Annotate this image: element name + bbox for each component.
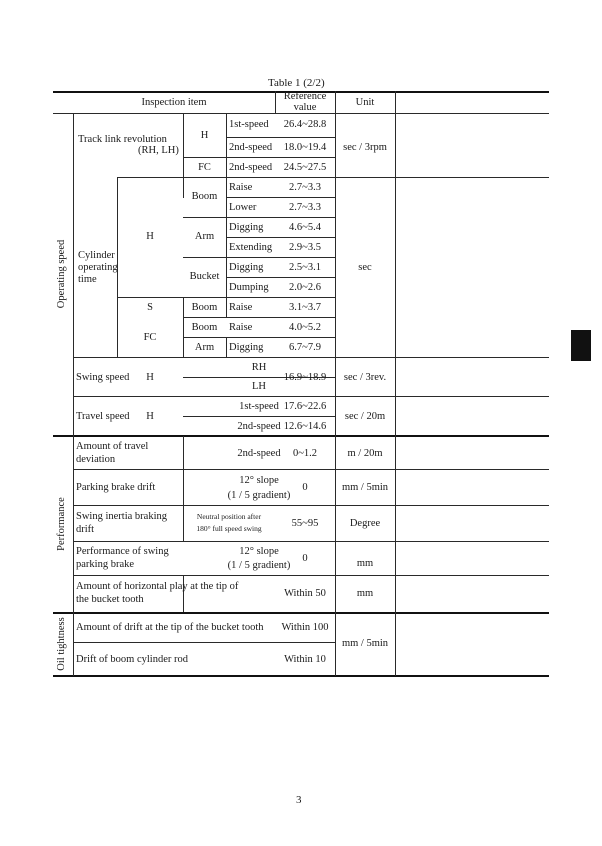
deviation-unit: m / 20m (347, 448, 383, 459)
travel-unit: sec / 20m (344, 411, 386, 422)
cyl-value: 4.0~5.2 (289, 322, 321, 333)
category-oil-tightness: Oil tightness (56, 617, 67, 671)
page-number: 3 (296, 794, 302, 806)
page-tab-marker (571, 330, 591, 361)
category-performance: Performance (56, 497, 67, 551)
swing-lh: LH (252, 381, 266, 392)
track-2nd-fc: 2nd-speed (229, 162, 273, 173)
deviation-value: 0~1.2 (292, 448, 318, 459)
header-reference-line2: value (293, 102, 317, 113)
inertia-cond-1: Neutral position after (196, 512, 262, 521)
cyl-value: 2.7~3.3 (289, 182, 321, 193)
inertia-unit: Degree (349, 518, 381, 529)
op-digging-fc: Digging (229, 342, 264, 353)
inertia-label-1: Swing inertia braking (76, 511, 167, 522)
cyl-value: 2.7~3.3 (289, 202, 321, 213)
inertia-value: 55~95 (291, 518, 319, 529)
header-inspection-item: Inspection item (141, 97, 207, 108)
cylinder-label-2: operating (78, 262, 118, 273)
inertia-cond-2: 180° full speed swing (196, 524, 262, 533)
swing-h: H (146, 372, 154, 383)
cylinder-bucket: Bucket (189, 271, 220, 282)
track-unit: sec / 3rpm (343, 142, 387, 153)
op-extending: Extending (229, 242, 273, 253)
cylinder-boom: Boom (191, 191, 218, 202)
travel-1st: 1st-speed (239, 401, 279, 412)
deviation-label-2: deviation (76, 454, 116, 465)
deviation-cond: 2nd-speed (237, 448, 281, 459)
header-unit: Unit (355, 97, 375, 108)
parking-value: 0 (302, 482, 308, 493)
travel-value-2: 12.6~14.6 (283, 421, 327, 432)
track-value-3: 24.5~27.5 (283, 162, 327, 173)
table-caption: Table 1 (2/2) (268, 77, 325, 89)
swing-value: 16.9~18.9 (283, 372, 327, 383)
parking-cond-2: (1 / 5 gradient) (227, 490, 291, 501)
cylinder-label-3: time (78, 274, 97, 285)
swing-unit: sec / 3rev. (343, 372, 387, 383)
travel-h: H (146, 411, 154, 422)
cylinder-arm: Arm (194, 231, 215, 242)
oil-row-2-value: Within 10 (284, 654, 326, 665)
swing-park-label-2: parking brake (76, 559, 135, 570)
swing-park-label-1: Performance of swing (76, 546, 169, 557)
deviation-label-1: Amount of travel (76, 441, 149, 452)
cylinder-label-1: Cylinder (78, 250, 115, 261)
oil-unit: mm / 5min (341, 638, 389, 649)
cylinder-boom-s: Boom (191, 302, 218, 313)
track-h: H (200, 130, 209, 141)
op-digging-bucket: Digging (229, 262, 264, 273)
travel-value-1: 17.6~22.6 (283, 401, 327, 412)
swing-rh: RH (251, 362, 267, 373)
oil-row-2-label: Drift of boom cylinder rod (76, 654, 188, 665)
track-value-2: 18.0~19.4 (283, 142, 327, 153)
oil-row-1-value: Within 100 (281, 622, 329, 633)
cylinder-s: S (147, 302, 153, 313)
swing-park-value: 0 (302, 553, 308, 564)
track-1st: 1st-speed (229, 119, 269, 130)
oil-row-1-label: Amount of drift at the tip of the bucket tooth (76, 622, 264, 633)
op-lower: Lower (229, 202, 257, 213)
header-reference-value (275, 91, 335, 113)
parking-cond-1: 12° slope (239, 475, 279, 486)
track-fc: FC (198, 162, 211, 173)
cylinder-fc: FC (143, 332, 157, 343)
track-label: Track link revolution (78, 134, 167, 145)
play-label-2: the bucket tooth (76, 594, 144, 605)
track-label-sub: (RH, LH) (138, 145, 179, 156)
swing-label: Swing speed (76, 372, 130, 383)
play-unit: mm (356, 588, 374, 599)
cyl-value: 6.7~7.9 (289, 342, 321, 353)
op-raise: Raise (229, 182, 253, 193)
op-raise-s: Raise (229, 302, 253, 313)
cyl-value: 4.6~5.4 (289, 222, 321, 233)
op-raise-fc: Raise (229, 322, 253, 333)
play-value: Within 50 (284, 588, 326, 599)
swing-park-unit: mm (356, 558, 374, 569)
parking-label: Parking brake drift (76, 482, 156, 493)
travel-label: Travel speed (76, 411, 130, 422)
category-operating-speed: Operating speed (56, 239, 67, 309)
cyl-value: 2.9~3.5 (289, 242, 321, 253)
cylinder-h: H (146, 231, 154, 242)
header-reference-line1: Reference (283, 91, 327, 102)
inertia-label-2: drift (76, 524, 95, 535)
cyl-value: 3.1~3.7 (289, 302, 321, 313)
inspection-table (53, 91, 549, 676)
cylinder-boom-fc: Boom (191, 322, 218, 333)
op-dumping: Dumping (229, 282, 269, 293)
cyl-value: 2.5~3.1 (289, 262, 321, 273)
swing-park-cond-2: (1 / 5 gradient) (227, 560, 291, 571)
op-digging: Digging (229, 222, 264, 233)
swing-park-cond-1: 12° slope (239, 546, 279, 557)
cylinder-arm-fc: Arm (194, 342, 215, 353)
cyl-value: 2.0~2.6 (289, 282, 321, 293)
cylinder-unit: sec (358, 262, 372, 273)
play-label-1: Amount of horizontal play at the tip of (76, 581, 239, 592)
parking-unit: mm / 5min (341, 482, 389, 493)
travel-2nd: 2nd-speed (237, 421, 281, 432)
track-2nd: 2nd-speed (229, 142, 273, 153)
track-value-1: 26.4~28.8 (283, 119, 327, 130)
